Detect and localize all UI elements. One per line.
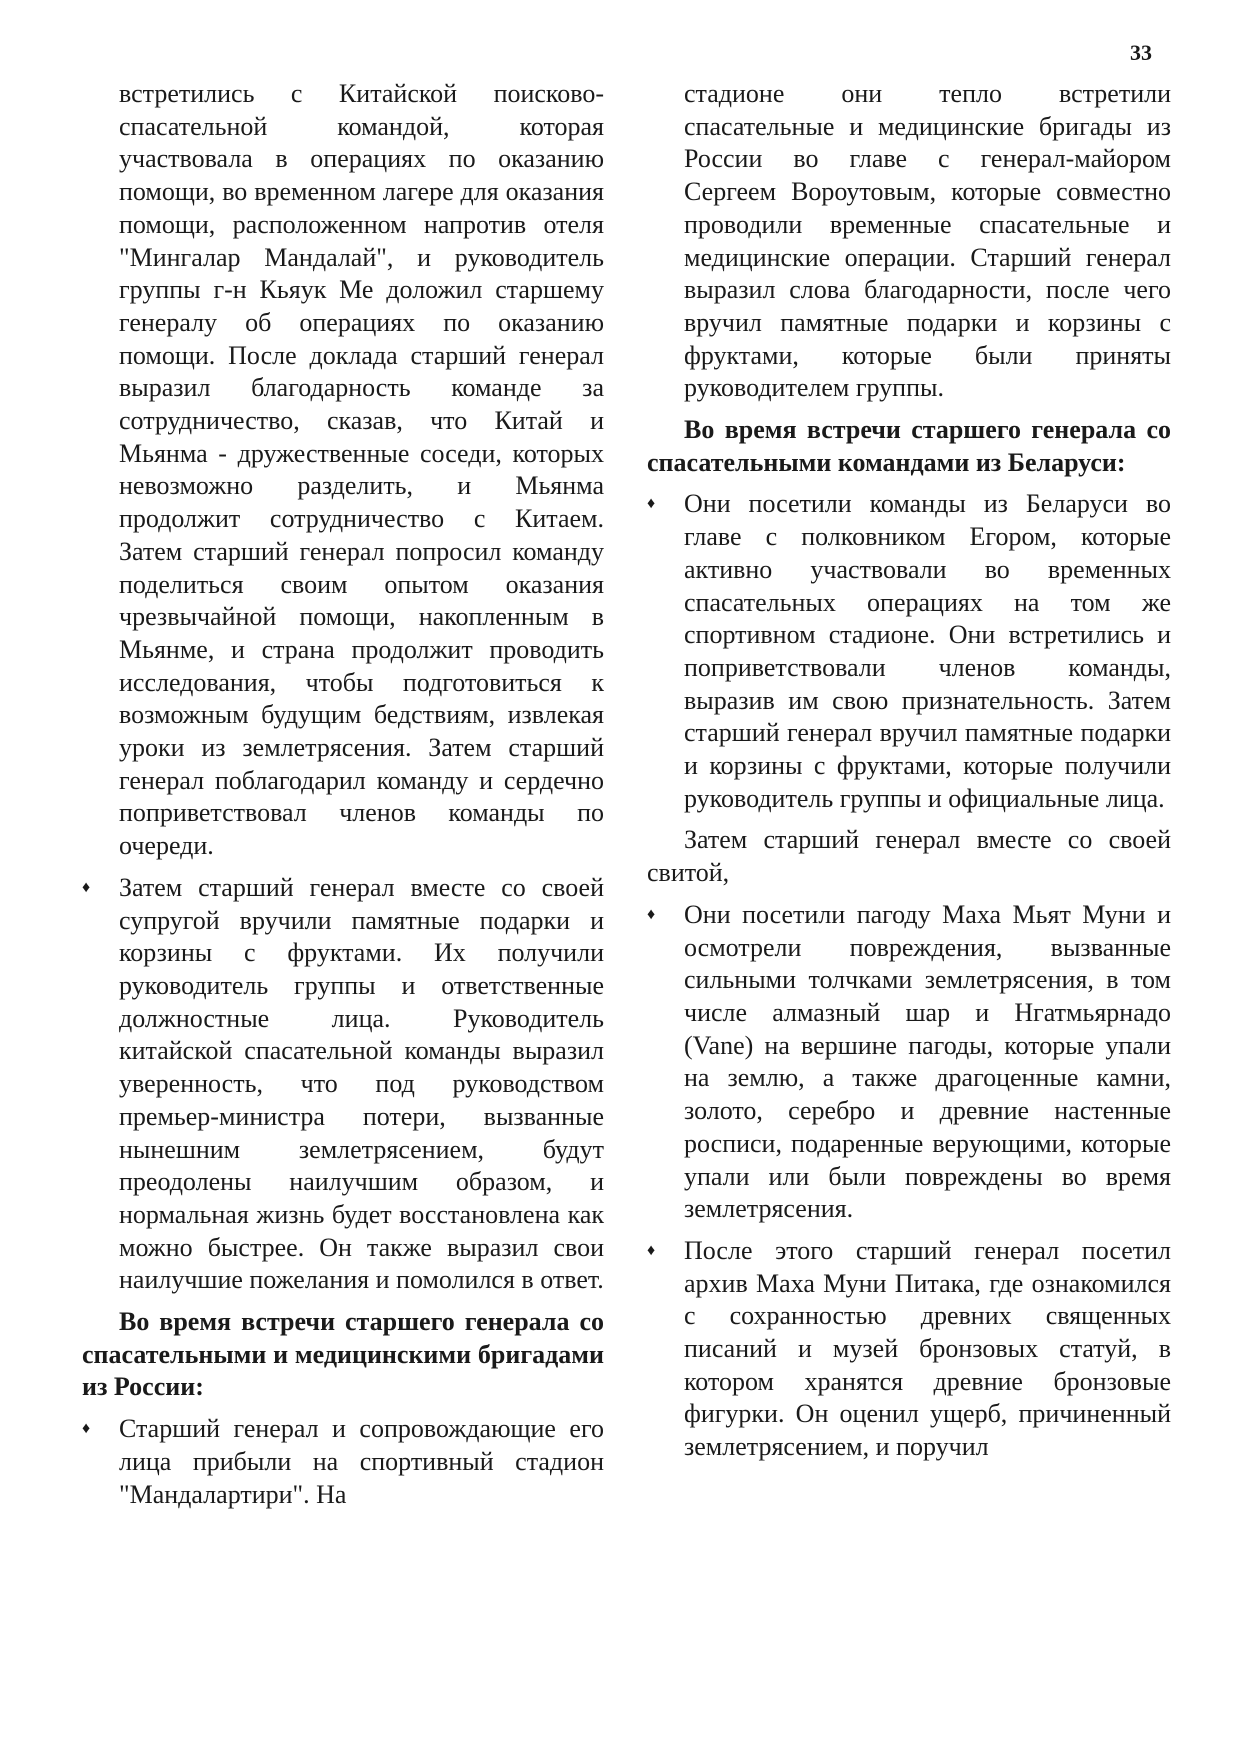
diamond-bullet-icon: ♦: [82, 878, 91, 896]
bullet-text: Они посетили пагоду Маха Мьят Муни и осмотрели повреждения, вызванные сильными толчками землетрясения, в том числе алмазный шар и Нгатмьярнадо (Vane) на вершине пагоды, которые упали на землю, а также драгоценные камни, золото, серебро и древние настенные росписи, подаренные верующими, которые упали или были повреждены во время землетрясения.: [684, 899, 1171, 1224]
bullet-text: Они посетили команды из Беларуси во главе с полковником Егором, которые активно участвовали во временных спасательных операциях на том же спортивном стадионе. Они встретились и поприветствовали членов команды, выразив им свою признательность. Затем старший генерал вручил памятные подарки и корзины с фруктами, которые получили руководитель группы и официальные лица.: [684, 489, 1171, 813]
bullet-text: После этого старший генерал посетил архив Маха Муни Питака, где ознакомился с сохранностью древних священных писаний и музей бронзовых статуй, в котором хранятся древние бронзовые фигурки. Он оценил ущерб, причиненный землетрясением, и поручил: [684, 1235, 1171, 1462]
section-heading-belarus: Во время встречи старшего генерала со спасательными командами из Беларуси:: [647, 415, 1171, 477]
right-column: [647, 78, 1171, 1464]
diamond-bullet-icon: ♦: [647, 905, 656, 923]
diamond-bullet-icon: ♦: [647, 495, 656, 513]
bullet-text: Старший генерал и сопровождающие его лица прибыли на спортивный стадион "Мандалартири". На: [119, 1414, 604, 1509]
page-number: 33: [1130, 40, 1152, 65]
continuation-paragraph: стадионе они тепло встретили спасательные и медицинские бригады из России во главе с генерал-майором Сергеем Вороутовым, которые совместно проводили временные спасательные и медицинские операции. Старший генерал выразил слова благодарности, после чего вручил памятные подарки и корзины с фруктами, которые были приняты руководителем группы.: [684, 79, 1171, 403]
bullet-item: [82, 872, 604, 1297]
bullet-item: [647, 488, 1171, 815]
bullet-item: [647, 1235, 1171, 1464]
diamond-bullet-icon: ♦: [82, 1420, 91, 1438]
bullet-text: Затем старший генерал вместе со своей супругой вручили памятные подарки и корзины с фруктами. Их получили руководитель группы и ответственные должностные лица. Руководитель китайской спасательной команды выразил уверенность, что под руководством премьер-министра потери, вызванные нынешним землетрясением, будут преодолены наилучшим образом, и нормальная жизнь будет восстановлена как можно быстрее. Он также выразил свои наилучшие пожелания и помолился в ответ.: [119, 872, 604, 1295]
bullet-item: [82, 1413, 604, 1511]
section-heading-russia: Во время встречи старшего генерала со спасательными и медицинскими бригадами из России:: [82, 1307, 604, 1402]
continuation-paragraph: встретились с Китайской поисково-спасательной командой, которая участвовала в операциях по оказанию помощи, во временном лагере для оказания помощи, расположенном напротив отеля "Мингалар Мандалай", и руководитель группы г-н Кьяук Ме доложил старшему генералу об операциях по оказанию помощи. После доклада старший генерал выразил благодарность команде за сотрудничество, сказав, что Китай и Мьянма - дружественные соседи, которых невозможно разделить, и Мьянма продолжит сотрудничество с Китаем. Затем старший генерал попросил команду поделиться своим опытом оказания чрезвычайной помощи, накопленным в Мьянме, и страна продолжит проводить исследования, чтобы подготовиться к возможным будущим бедствиям, извлекая уроки из землетрясения. Затем старший генерал поблагодарил команду и сердечно поприветствовал членов команды по очереди.: [119, 79, 604, 861]
diamond-bullet-icon: ♦: [647, 1241, 656, 1259]
bullet-item: [647, 899, 1171, 1226]
body-paragraph: Затем старший генерал вместе со своей свитой,: [647, 825, 1171, 888]
left-column: [82, 78, 604, 1511]
